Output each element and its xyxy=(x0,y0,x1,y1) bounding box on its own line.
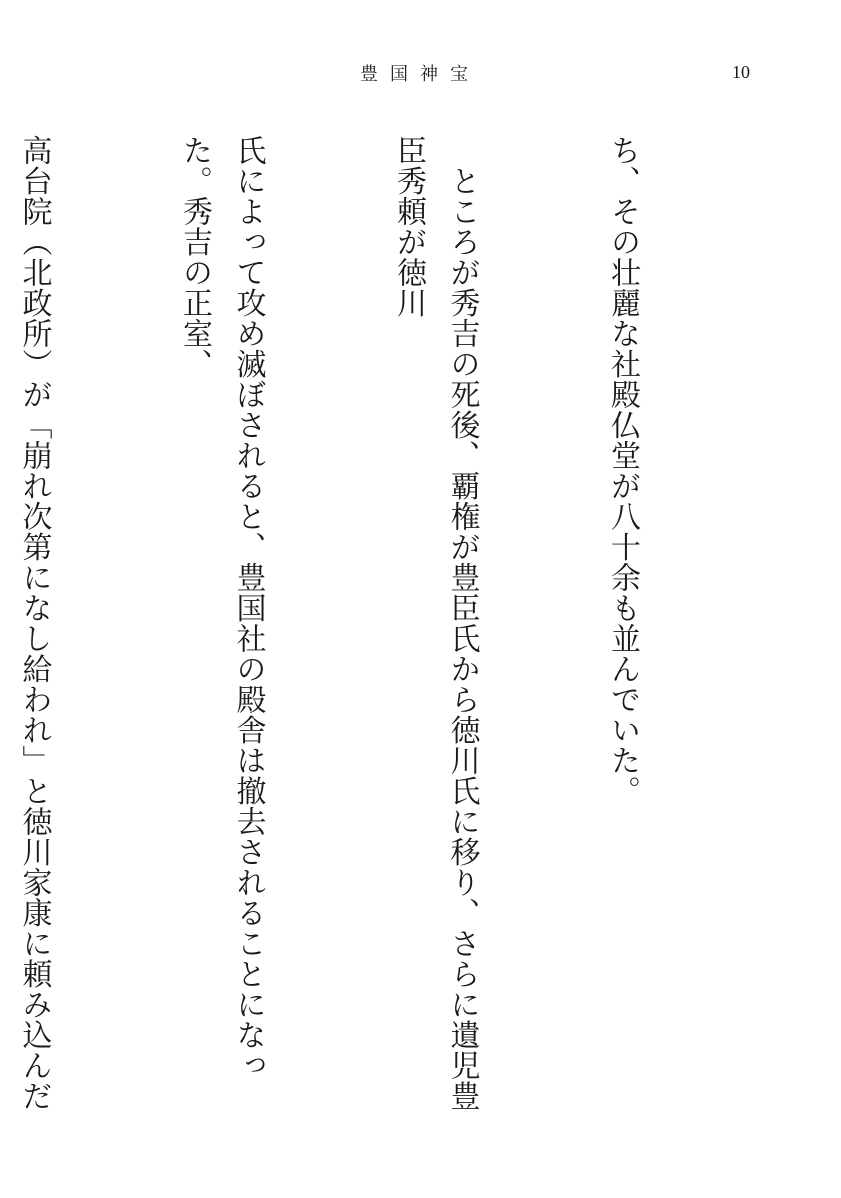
text-line: ち、その壮麗な社殿仏堂が八十余も並んでいた。 xyxy=(605,135,640,806)
text-line: ところが秀吉の死後、覇権が豊臣氏から徳川氏に移り、さらに遺児豊臣秀頼が徳川 xyxy=(391,135,480,1111)
text-line: 高台院（北政所）が「崩れ次第になし給われ」と徳川家康に頼み込んだ xyxy=(16,135,52,1111)
page-number: 10 xyxy=(732,62,750,82)
running-header: 豊国神宝 xyxy=(360,64,480,85)
body-text xyxy=(16,135,756,1125)
text-line: 氏によって攻め滅ぼされると、豊国社の殿舎は撤去されることになった。秀吉の正室、 xyxy=(177,135,266,1081)
